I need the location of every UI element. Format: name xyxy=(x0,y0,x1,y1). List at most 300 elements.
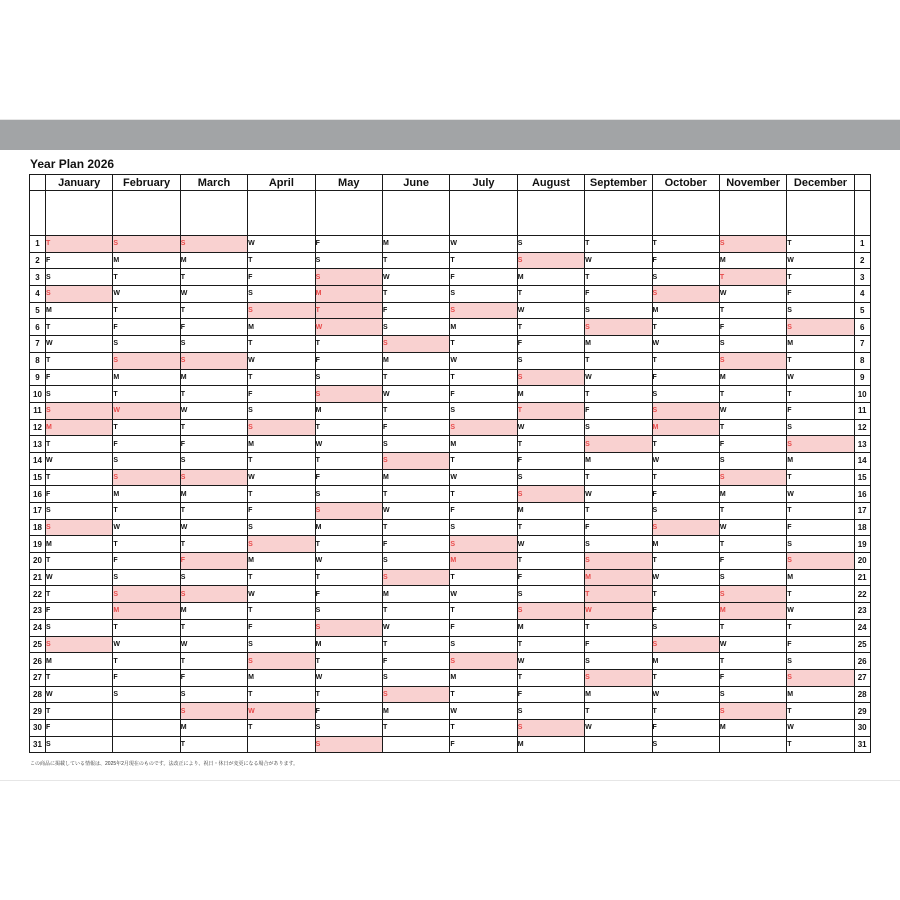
day-cell[interactable]: F xyxy=(450,736,517,753)
day-cell[interactable]: T xyxy=(180,419,247,436)
day-cell[interactable]: S xyxy=(113,586,180,603)
memo-cell[interactable] xyxy=(719,191,786,236)
day-cell[interactable]: T xyxy=(382,519,449,536)
day-cell[interactable]: T xyxy=(450,686,517,703)
day-cell[interactable]: T xyxy=(315,336,382,353)
day-cell[interactable]: S xyxy=(248,536,315,553)
day-cell[interactable]: F xyxy=(652,719,719,736)
day-cell[interactable]: T xyxy=(450,369,517,386)
day-cell[interactable]: T xyxy=(517,669,584,686)
day-cell[interactable]: F xyxy=(517,569,584,586)
day-cell[interactable]: T xyxy=(719,536,786,553)
day-cell[interactable]: W xyxy=(248,469,315,486)
day-cell[interactable]: F xyxy=(46,369,113,386)
day-cell[interactable]: S xyxy=(450,286,517,303)
day-cell[interactable]: T xyxy=(180,736,247,753)
day-cell[interactable] xyxy=(113,736,180,753)
day-cell[interactable]: S xyxy=(517,352,584,369)
day-cell[interactable]: T xyxy=(652,669,719,686)
day-cell[interactable]: T xyxy=(382,603,449,620)
day-cell[interactable]: T xyxy=(787,469,854,486)
day-cell[interactable]: W xyxy=(719,519,786,536)
day-cell[interactable]: S xyxy=(248,653,315,670)
day-cell[interactable]: F xyxy=(46,603,113,620)
day-cell[interactable]: S xyxy=(787,302,854,319)
day-cell[interactable]: W xyxy=(787,603,854,620)
day-cell[interactable]: S xyxy=(248,286,315,303)
day-cell[interactable]: F xyxy=(719,319,786,336)
day-cell[interactable]: S xyxy=(652,269,719,286)
day-cell[interactable]: T xyxy=(46,319,113,336)
day-cell[interactable] xyxy=(585,736,652,753)
day-cell[interactable]: F xyxy=(787,286,854,303)
day-cell[interactable]: T xyxy=(248,486,315,503)
day-cell[interactable]: T xyxy=(46,703,113,720)
day-cell[interactable]: S xyxy=(180,569,247,586)
day-cell[interactable]: W xyxy=(382,386,449,403)
memo-cell[interactable] xyxy=(517,191,584,236)
day-cell[interactable]: T xyxy=(517,636,584,653)
day-cell[interactable]: M xyxy=(652,653,719,670)
day-cell[interactable]: S xyxy=(248,402,315,419)
memo-cell[interactable] xyxy=(382,191,449,236)
day-cell[interactable]: M xyxy=(46,419,113,436)
day-cell[interactable]: S xyxy=(719,469,786,486)
day-cell[interactable]: M xyxy=(248,669,315,686)
day-cell[interactable]: T xyxy=(787,703,854,720)
day-cell[interactable]: T xyxy=(719,302,786,319)
day-cell[interactable]: S xyxy=(113,452,180,469)
day-cell[interactable]: T xyxy=(517,553,584,570)
day-cell[interactable]: F xyxy=(652,252,719,269)
day-cell[interactable]: T xyxy=(787,503,854,520)
day-cell[interactable]: F xyxy=(113,553,180,570)
day-cell[interactable]: M xyxy=(382,236,449,253)
day-cell[interactable]: T xyxy=(585,386,652,403)
day-cell[interactable]: S xyxy=(46,619,113,636)
day-cell[interactable]: S xyxy=(719,236,786,253)
day-cell[interactable]: T xyxy=(787,586,854,603)
day-cell[interactable]: S xyxy=(450,419,517,436)
day-cell[interactable]: T xyxy=(180,269,247,286)
day-cell[interactable]: T xyxy=(382,252,449,269)
day-cell[interactable]: T xyxy=(719,503,786,520)
day-cell[interactable]: S xyxy=(248,419,315,436)
day-cell[interactable]: T xyxy=(450,719,517,736)
day-cell[interactable]: S xyxy=(315,369,382,386)
day-cell[interactable]: S xyxy=(450,536,517,553)
day-cell[interactable]: W xyxy=(113,286,180,303)
day-cell[interactable]: S xyxy=(180,469,247,486)
day-cell[interactable]: W xyxy=(248,352,315,369)
day-cell[interactable]: F xyxy=(180,669,247,686)
day-cell[interactable]: M xyxy=(46,302,113,319)
day-cell[interactable]: T xyxy=(652,236,719,253)
day-cell[interactable]: T xyxy=(315,302,382,319)
day-cell[interactable]: T xyxy=(46,352,113,369)
day-cell[interactable]: F xyxy=(787,402,854,419)
day-cell[interactable]: M xyxy=(652,536,719,553)
day-cell[interactable]: F xyxy=(719,436,786,453)
day-cell[interactable]: W xyxy=(787,369,854,386)
day-cell[interactable]: S xyxy=(585,419,652,436)
day-cell[interactable]: F xyxy=(248,619,315,636)
day-cell[interactable]: T xyxy=(652,436,719,453)
day-cell[interactable]: W xyxy=(719,636,786,653)
day-cell[interactable] xyxy=(719,736,786,753)
day-cell[interactable]: S xyxy=(787,653,854,670)
day-cell[interactable]: T xyxy=(517,402,584,419)
day-cell[interactable]: T xyxy=(652,352,719,369)
day-cell[interactable]: W xyxy=(113,636,180,653)
memo-cell[interactable] xyxy=(113,191,180,236)
day-cell[interactable]: S xyxy=(517,703,584,720)
day-cell[interactable]: T xyxy=(180,386,247,403)
day-cell[interactable]: S xyxy=(719,336,786,353)
day-cell[interactable]: S xyxy=(315,486,382,503)
day-cell[interactable]: T xyxy=(382,286,449,303)
day-cell[interactable]: S xyxy=(382,553,449,570)
day-cell[interactable]: W xyxy=(517,653,584,670)
day-cell[interactable]: F xyxy=(652,369,719,386)
memo-cell[interactable] xyxy=(248,191,315,236)
day-cell[interactable]: F xyxy=(382,419,449,436)
day-cell[interactable]: T xyxy=(382,369,449,386)
day-cell[interactable]: T xyxy=(248,336,315,353)
day-cell[interactable]: S xyxy=(787,669,854,686)
day-cell[interactable]: W xyxy=(517,536,584,553)
day-cell[interactable]: W xyxy=(248,236,315,253)
day-cell[interactable]: T xyxy=(315,419,382,436)
day-cell[interactable]: M xyxy=(113,603,180,620)
day-cell[interactable]: M xyxy=(382,352,449,369)
day-cell[interactable]: W xyxy=(652,569,719,586)
day-cell[interactable]: S xyxy=(719,452,786,469)
day-cell[interactable]: S xyxy=(652,619,719,636)
day-cell[interactable]: M xyxy=(113,369,180,386)
day-cell[interactable]: T xyxy=(450,452,517,469)
day-cell[interactable] xyxy=(113,719,180,736)
day-cell[interactable]: M xyxy=(719,369,786,386)
day-cell[interactable]: S xyxy=(180,352,247,369)
day-cell[interactable]: W xyxy=(180,286,247,303)
day-cell[interactable] xyxy=(248,736,315,753)
day-cell[interactable]: M xyxy=(180,719,247,736)
day-cell[interactable]: W xyxy=(450,236,517,253)
day-cell[interactable]: S xyxy=(787,319,854,336)
day-cell[interactable]: F xyxy=(382,536,449,553)
day-cell[interactable]: W xyxy=(46,336,113,353)
day-cell[interactable]: M xyxy=(585,452,652,469)
day-cell[interactable]: W xyxy=(315,669,382,686)
day-cell[interactable]: T xyxy=(585,586,652,603)
day-cell[interactable]: T xyxy=(585,236,652,253)
day-cell[interactable]: W xyxy=(46,569,113,586)
day-cell[interactable]: S xyxy=(585,536,652,553)
day-cell[interactable]: M xyxy=(787,569,854,586)
day-cell[interactable]: T xyxy=(248,603,315,620)
day-cell[interactable]: S xyxy=(180,686,247,703)
day-cell[interactable]: S xyxy=(719,686,786,703)
day-cell[interactable]: W xyxy=(652,686,719,703)
day-cell[interactable]: M xyxy=(787,452,854,469)
day-cell[interactable]: M xyxy=(652,419,719,436)
day-cell[interactable]: W xyxy=(450,586,517,603)
day-cell[interactable]: F xyxy=(248,269,315,286)
day-cell[interactable]: M xyxy=(719,486,786,503)
day-cell[interactable]: T xyxy=(450,336,517,353)
day-cell[interactable]: T xyxy=(46,553,113,570)
day-cell[interactable]: T xyxy=(719,619,786,636)
day-cell[interactable]: W xyxy=(652,336,719,353)
day-cell[interactable]: T xyxy=(585,269,652,286)
day-cell[interactable]: W xyxy=(248,703,315,720)
day-cell[interactable]: S xyxy=(180,703,247,720)
day-cell[interactable]: S xyxy=(315,252,382,269)
day-cell[interactable]: S xyxy=(787,436,854,453)
day-cell[interactable]: S xyxy=(585,653,652,670)
day-cell[interactable]: S xyxy=(315,719,382,736)
day-cell[interactable]: S xyxy=(46,286,113,303)
day-cell[interactable]: W xyxy=(787,719,854,736)
day-cell[interactable]: S xyxy=(180,586,247,603)
day-cell[interactable]: S xyxy=(450,302,517,319)
day-cell[interactable]: F xyxy=(585,402,652,419)
day-cell[interactable]: S xyxy=(180,336,247,353)
day-cell[interactable]: F xyxy=(787,636,854,653)
day-cell[interactable]: W xyxy=(180,402,247,419)
day-cell[interactable]: T xyxy=(787,619,854,636)
day-cell[interactable]: T xyxy=(248,686,315,703)
day-cell[interactable]: S xyxy=(248,302,315,319)
day-cell[interactable]: W xyxy=(46,686,113,703)
day-cell[interactable]: M xyxy=(787,686,854,703)
day-cell[interactable]: S xyxy=(46,503,113,520)
day-cell[interactable]: M xyxy=(315,286,382,303)
day-cell[interactable]: T xyxy=(315,569,382,586)
day-cell[interactable]: M xyxy=(248,553,315,570)
day-cell[interactable]: M xyxy=(450,436,517,453)
day-cell[interactable]: S xyxy=(517,236,584,253)
day-cell[interactable]: S xyxy=(517,719,584,736)
day-cell[interactable]: F xyxy=(517,686,584,703)
day-cell[interactable]: S xyxy=(180,236,247,253)
day-cell[interactable]: S xyxy=(113,686,180,703)
day-cell[interactable]: F xyxy=(315,352,382,369)
day-cell[interactable]: S xyxy=(315,736,382,753)
day-cell[interactable]: T xyxy=(585,619,652,636)
day-cell[interactable]: T xyxy=(652,553,719,570)
day-cell[interactable]: W xyxy=(585,252,652,269)
day-cell[interactable]: T xyxy=(46,669,113,686)
day-cell[interactable]: W xyxy=(787,486,854,503)
day-cell[interactable]: S xyxy=(517,369,584,386)
day-cell[interactable]: F xyxy=(652,486,719,503)
day-cell[interactable]: S xyxy=(113,236,180,253)
day-cell[interactable]: T xyxy=(113,386,180,403)
day-cell[interactable]: S xyxy=(787,536,854,553)
day-cell[interactable]: W xyxy=(180,519,247,536)
day-cell[interactable]: T xyxy=(585,703,652,720)
day-cell[interactable]: M xyxy=(248,436,315,453)
memo-cell[interactable] xyxy=(652,191,719,236)
day-cell[interactable]: S xyxy=(719,352,786,369)
day-cell[interactable]: W xyxy=(315,436,382,453)
day-cell[interactable]: F xyxy=(585,636,652,653)
day-cell[interactable]: S xyxy=(719,586,786,603)
day-cell[interactable]: T xyxy=(585,352,652,369)
day-cell[interactable]: F xyxy=(113,436,180,453)
day-cell[interactable]: W xyxy=(113,519,180,536)
day-cell[interactable]: S xyxy=(382,686,449,703)
day-cell[interactable]: T xyxy=(719,269,786,286)
day-cell[interactable]: S xyxy=(652,286,719,303)
day-cell[interactable]: S xyxy=(113,352,180,369)
day-cell[interactable]: F xyxy=(46,486,113,503)
day-cell[interactable]: T xyxy=(382,402,449,419)
day-cell[interactable]: M xyxy=(517,386,584,403)
day-cell[interactable]: F xyxy=(315,236,382,253)
day-cell[interactable]: T xyxy=(719,653,786,670)
day-cell[interactable]: M xyxy=(585,336,652,353)
day-cell[interactable]: S xyxy=(382,436,449,453)
day-cell[interactable]: F xyxy=(315,586,382,603)
day-cell[interactable]: M xyxy=(315,636,382,653)
day-cell[interactable]: S xyxy=(450,402,517,419)
day-cell[interactable]: F xyxy=(46,719,113,736)
day-cell[interactable]: T xyxy=(652,469,719,486)
day-cell[interactable]: T xyxy=(180,503,247,520)
day-cell[interactable]: S xyxy=(315,503,382,520)
day-cell[interactable]: T xyxy=(113,503,180,520)
memo-cell[interactable] xyxy=(46,191,113,236)
day-cell[interactable]: T xyxy=(652,703,719,720)
day-cell[interactable]: F xyxy=(652,603,719,620)
day-cell[interactable]: S xyxy=(517,603,584,620)
day-cell[interactable]: W xyxy=(585,719,652,736)
day-cell[interactable]: F xyxy=(450,503,517,520)
day-cell[interactable]: T xyxy=(248,369,315,386)
day-cell[interactable]: S xyxy=(585,553,652,570)
day-cell[interactable]: T xyxy=(315,452,382,469)
day-cell[interactable]: S xyxy=(719,703,786,720)
day-cell[interactable]: F xyxy=(585,519,652,536)
day-cell[interactable]: M xyxy=(450,553,517,570)
day-cell[interactable]: S xyxy=(382,669,449,686)
day-cell[interactable]: S xyxy=(46,636,113,653)
day-cell[interactable]: S xyxy=(652,736,719,753)
day-cell[interactable]: T xyxy=(180,619,247,636)
day-cell[interactable]: F xyxy=(719,669,786,686)
day-cell[interactable]: S xyxy=(787,553,854,570)
memo-cell[interactable] xyxy=(180,191,247,236)
day-cell[interactable]: S xyxy=(382,319,449,336)
day-cell[interactable]: W xyxy=(450,352,517,369)
day-cell[interactable]: S xyxy=(585,669,652,686)
day-cell[interactable]: W xyxy=(248,586,315,603)
day-cell[interactable]: T xyxy=(46,236,113,253)
day-cell[interactable]: M xyxy=(517,619,584,636)
day-cell[interactable]: F xyxy=(450,619,517,636)
day-cell[interactable]: W xyxy=(382,503,449,520)
day-cell[interactable]: S xyxy=(585,302,652,319)
day-cell[interactable]: M xyxy=(382,703,449,720)
day-cell[interactable]: M xyxy=(652,302,719,319)
day-cell[interactable]: T xyxy=(180,536,247,553)
day-cell[interactable]: S xyxy=(382,452,449,469)
day-cell[interactable]: F xyxy=(450,386,517,403)
day-cell[interactable]: T xyxy=(315,653,382,670)
day-cell[interactable]: F xyxy=(180,319,247,336)
day-cell[interactable]: T xyxy=(315,686,382,703)
day-cell[interactable]: S xyxy=(315,269,382,286)
day-cell[interactable]: M xyxy=(719,252,786,269)
day-cell[interactable]: F xyxy=(450,269,517,286)
day-cell[interactable]: F xyxy=(585,286,652,303)
day-cell[interactable]: S xyxy=(46,386,113,403)
day-cell[interactable]: M xyxy=(585,569,652,586)
day-cell[interactable]: F xyxy=(248,503,315,520)
day-cell[interactable]: T xyxy=(248,252,315,269)
day-cell[interactable]: S xyxy=(517,469,584,486)
day-cell[interactable]: W xyxy=(382,269,449,286)
day-cell[interactable]: S xyxy=(46,402,113,419)
day-cell[interactable]: M xyxy=(719,719,786,736)
memo-cell[interactable] xyxy=(585,191,652,236)
day-cell[interactable]: S xyxy=(180,452,247,469)
memo-cell[interactable] xyxy=(787,191,854,236)
day-cell[interactable]: S xyxy=(450,653,517,670)
day-cell[interactable]: M xyxy=(180,486,247,503)
day-cell[interactable]: M xyxy=(517,269,584,286)
day-cell[interactable]: F xyxy=(719,553,786,570)
day-cell[interactable]: F xyxy=(315,703,382,720)
day-cell[interactable]: T xyxy=(517,286,584,303)
day-cell[interactable]: S xyxy=(382,336,449,353)
day-cell[interactable]: F xyxy=(517,452,584,469)
day-cell[interactable]: M xyxy=(180,603,247,620)
day-cell[interactable]: W xyxy=(450,703,517,720)
day-cell[interactable]: W xyxy=(517,302,584,319)
day-cell[interactable]: F xyxy=(113,669,180,686)
day-cell[interactable]: T xyxy=(113,536,180,553)
day-cell[interactable]: T xyxy=(787,269,854,286)
day-cell[interactable]: M xyxy=(315,519,382,536)
day-cell[interactable]: S xyxy=(113,469,180,486)
day-cell[interactable]: M xyxy=(382,469,449,486)
day-cell[interactable]: S xyxy=(652,636,719,653)
day-cell[interactable]: T xyxy=(180,653,247,670)
day-cell[interactable]: M xyxy=(180,369,247,386)
day-cell[interactable]: T xyxy=(585,469,652,486)
day-cell[interactable]: T xyxy=(113,653,180,670)
day-cell[interactable]: S xyxy=(652,386,719,403)
day-cell[interactable]: T xyxy=(113,619,180,636)
day-cell[interactable]: S xyxy=(652,519,719,536)
day-cell[interactable]: S xyxy=(585,436,652,453)
day-cell[interactable]: T xyxy=(382,719,449,736)
day-cell[interactable]: T xyxy=(248,569,315,586)
day-cell[interactable]: T xyxy=(450,569,517,586)
day-cell[interactable]: T xyxy=(652,319,719,336)
day-cell[interactable]: W xyxy=(585,603,652,620)
day-cell[interactable]: S xyxy=(46,269,113,286)
day-cell[interactable]: T xyxy=(517,436,584,453)
day-cell[interactable] xyxy=(382,736,449,753)
day-cell[interactable]: S xyxy=(585,319,652,336)
day-cell[interactable]: W xyxy=(46,452,113,469)
day-cell[interactable]: T xyxy=(787,352,854,369)
